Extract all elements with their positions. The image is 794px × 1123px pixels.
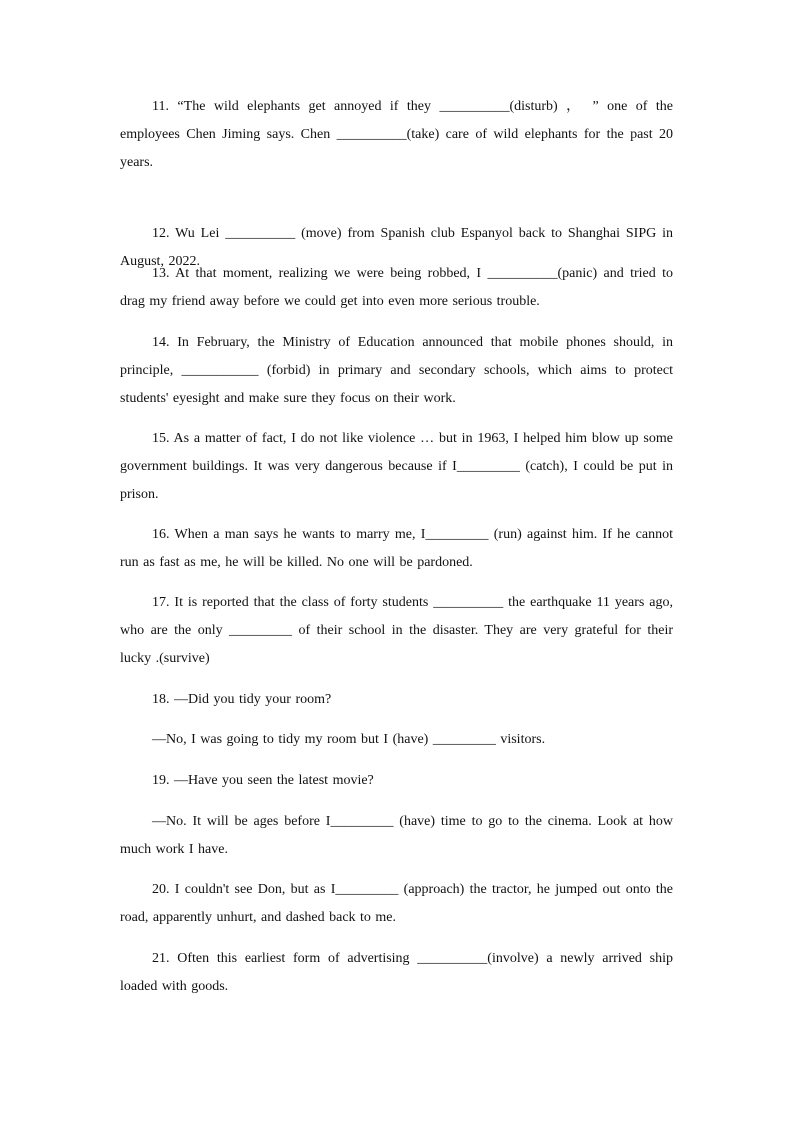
question-20: 20. I couldn't see Don, but as I_________ (approach) the tractor, he jumped out onto the road, apparently unhurt, and dashed back to me. [120, 882, 673, 925]
question-12: 12. Wu Lei __________ (move) from Spanish club Espanyol back to Shanghai SIPG in August, 2022. [120, 226, 673, 269]
question-13: 13. At that moment, realizing we were being robbed, I __________(panic) and tried to drag my friend away before we could get into even more serious trouble. [120, 266, 673, 309]
question-17: 17. It is reported that the class of forty students __________ the earthquake 11 years ago, who are the only _________ of their school in the disaster. They are very grateful for their lucky .(survive) [120, 595, 673, 666]
question-18-prompt: 18. —Did you tidy your room? [152, 692, 332, 707]
question-14: 14. In February, the Ministry of Education announced that mobile phones should, in principle, ___________ (forbid) in primary and secondary schools, which aims to protect students' eyesight and make sure they focus on their work. [120, 335, 673, 406]
question-16: 16. When a man says he wants to marry me, I_________ (run) against him. If he cannot run as fast as me, he will be killed. No one will be pardoned. [120, 527, 673, 570]
question-19-prompt: 19. —Have you seen the latest movie? [152, 773, 374, 788]
question-21: 21. Often this earliest form of advertising __________(involve) a newly arrived ship loaded with goods. [120, 951, 673, 994]
question-18-answer: —No, I was going to tidy my room but I (have) _________ visitors. [152, 732, 546, 747]
question-19-answer: —No. It will be ages before I_________ (have) time to go to the cinema. Look at how much work I have. [120, 814, 673, 857]
question-15: 15. As a matter of fact, I do not like violence … but in 1963, I helped him blow up some government buildings. It was very dangerous because if I_________ (catch), I could be put in prison. [120, 431, 673, 502]
question-11: 11. “The wild elephants get annoyed if they __________(disturb) ， ” one of the employees Chen Jiming says. Chen __________(take) care of wild elephants for the past 20 years. [120, 99, 673, 170]
